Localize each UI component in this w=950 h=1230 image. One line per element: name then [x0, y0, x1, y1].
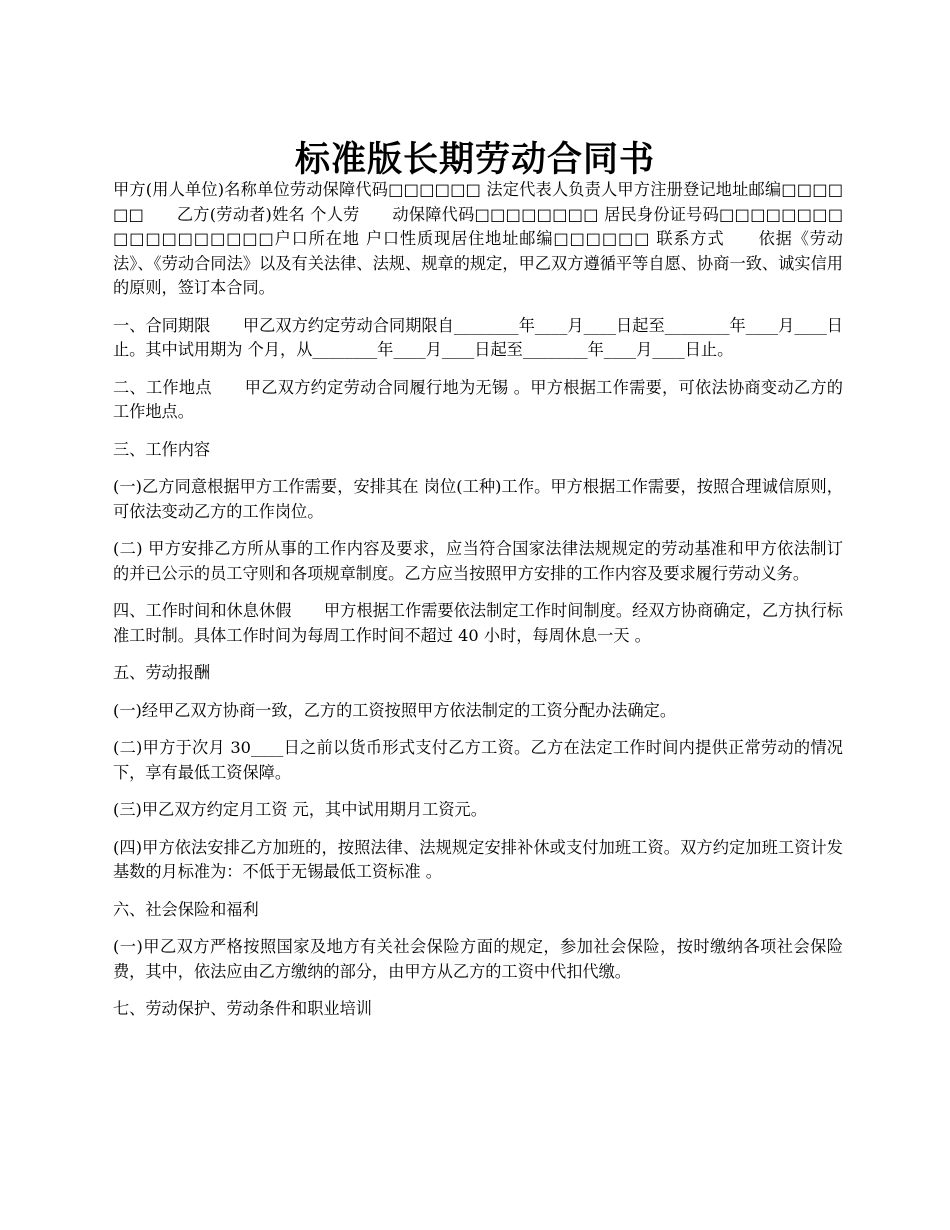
section-heading-work-content: 三、工作内容	[113, 439, 211, 459]
paragraph-remuneration-2: (二)甲方于次月 30____日之前以货币形式支付乙方工资。乙方在法定工作时间内提供正常劳动的情况下，享有最低工资保障。	[113, 738, 843, 782]
section-heading-social-insurance: 六、社会保险和福利	[113, 899, 259, 919]
paragraph-work-location: 二、工作地点 甲乙双方约定劳动合同履行地为无锡 。甲方根据工作需要，可依法协商变动乙方的工作地点。	[113, 377, 843, 421]
paragraph-working-hours: 四、工作时间和休息休假 甲方根据工作需要依法制定工作时间制度。经双方协商确定，乙方执行标准工时制。具体工作时间为每周工作时间不超过 40 小时，每周休息一天 。	[113, 601, 843, 645]
paragraph-work-content-2: (二) 甲方安排乙方所从事的工作内容及要求，应当符合国家法律法规规定的劳动基准和甲方依法制订的并已公示的员工守则和各项规章制度。乙方应当按照甲方安排的工作内容及要求履行劳动义务。	[113, 539, 843, 583]
paragraph-remuneration-3: (三)甲乙双方约定月工资 元，其中试用期月工资元。	[113, 800, 487, 819]
paragraph-contract-term: 一、合同期限 甲乙双方约定劳动合同期限自________年____月____日起至________年____月____日止。其中试用期为 个月，从________年____月____日起至________年____月____日止。	[113, 315, 843, 359]
section-heading-labor-protection: 七、劳动保护、劳动条件和职业培训	[113, 999, 372, 1018]
document-body	[113, 178, 843, 1035]
paragraph-social-insurance-1: (一)甲乙双方严格按照国家及地方有关社会保险方面的规定，参加社会保险，按时缴纳各项社会保险费，其中，依法应由乙方缴纳的部分，由甲方从乙方的工资中代扣代缴。	[113, 937, 843, 981]
document-title: 标准版长期劳动合同书	[294, 139, 655, 181]
paragraph-remuneration-1: (一)经甲乙双方协商一致，乙方的工资按照甲方依法制定的工资分配办法确定。	[113, 700, 677, 720]
paragraph-parties: 甲方(用人单位)名称单位劳动保障代码□□□□□□ 法定代表人负责人甲方注册登记地址邮编□□□□□□ 乙方(劳动者)姓名 个人劳 动保障代码□□□□□□□□ 居民身份证号码□□□□□□□□□□□□□□□□□□户口所在地 户口性质现居住地址邮编□□□□□□ 联系方式 依据《劳动法》、《劳动合同法》以及有关法律、法规、规章的规定，甲乙双方遵循平等自愿、协商一致、诚实信用的原则，签订本合同。	[113, 180, 843, 297]
paragraph-remuneration-4: (四)甲方依法安排乙方加班的，按照法律、法规规定安排补休或支付加班工资。双方约定加班工资计发基数的月标准为：不低于无锡最低工资标准 。	[113, 837, 843, 881]
section-heading-remuneration: 五、劳动报酬	[113, 663, 211, 682]
paragraph-work-content-1: (一)乙方同意根据甲方工作需要，安排其在 岗位(工种)工作。甲方根据工作需要，按照合理诚信原则，可依法变动乙方的工作岗位。	[113, 477, 843, 521]
